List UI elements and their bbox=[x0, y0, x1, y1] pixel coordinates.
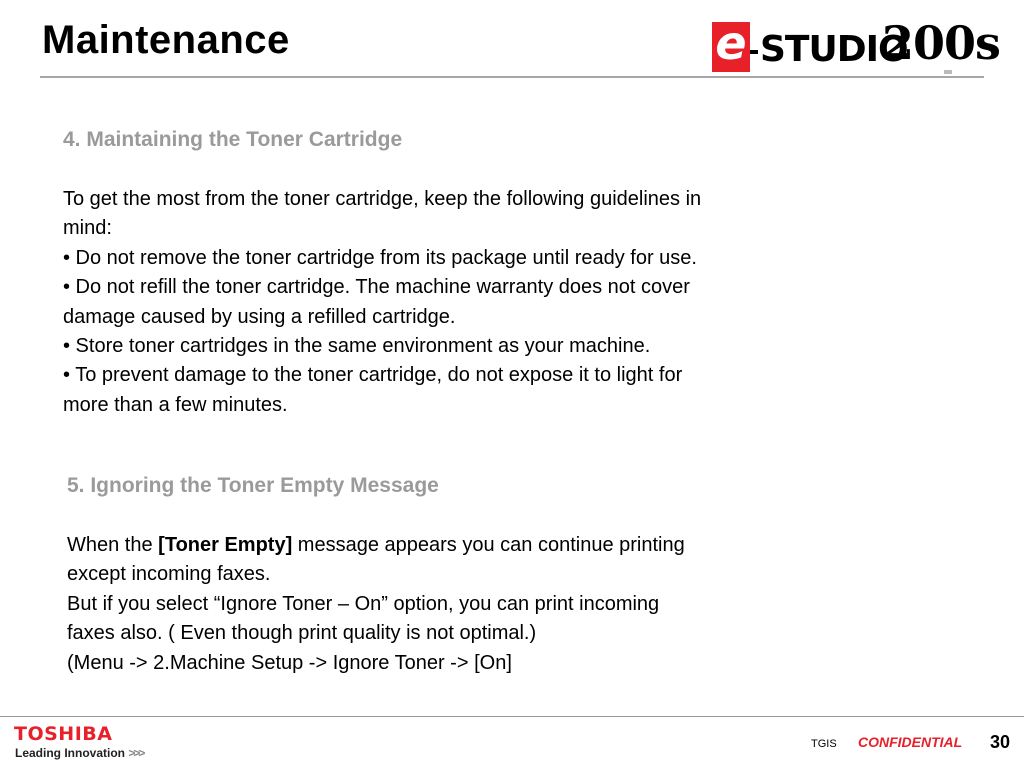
tagline bbox=[15, 746, 143, 760]
bullet-line: • To prevent damage to the toner cartridge, do not expose it to light for bbox=[63, 364, 683, 387]
text-run: message appears you can continue printing bbox=[292, 534, 685, 556]
body-line: To get the most from the toner cartridge, keep the following guidelines in bbox=[63, 188, 702, 210]
body-line: (Menu -> 2.Machine Setup -> Ignore Toner -> [On] bbox=[67, 651, 512, 674]
body-line: But if you select “Ignore Toner – On” option, you can print incoming bbox=[67, 592, 660, 615]
footer-divider bbox=[0, 716, 1024, 717]
logo-e-badge bbox=[712, 16, 750, 72]
logo-e-letter: e bbox=[715, 16, 747, 70]
bullet-line: • Do not remove the toner cartridge from its package until ready for use. bbox=[63, 246, 697, 269]
logo-hyphen bbox=[750, 50, 758, 54]
body-line: more than a few minutes. bbox=[63, 393, 288, 416]
estudio-logo bbox=[712, 12, 1000, 72]
chevrons-icon: >>> bbox=[128, 746, 144, 760]
logo-mark bbox=[944, 70, 952, 74]
section-body-toner-cartridge bbox=[63, 185, 701, 420]
toner-empty-label: [Toner Empty] bbox=[158, 534, 293, 556]
body-line: damage caused by using a refilled cartridge. bbox=[63, 305, 456, 328]
body-line bbox=[67, 531, 685, 560]
bullet-line: • Store toner cartridges in the same environment as your machine. bbox=[63, 335, 651, 358]
tagline-text: Leading Innovation bbox=[15, 746, 125, 760]
confidential-label: CONFIDENTIAL bbox=[858, 734, 963, 750]
page-title: Maintenance bbox=[42, 18, 290, 62]
logo-model: 200s bbox=[882, 16, 1000, 70]
section-heading-toner-empty: 5. Ignoring the Toner Empty Message bbox=[67, 474, 439, 497]
text-run: When the bbox=[67, 534, 159, 556]
page-number: 30 bbox=[990, 732, 1011, 752]
body-line: except incoming faxes. bbox=[67, 563, 271, 586]
section-body-toner-empty bbox=[67, 531, 685, 678]
header-divider bbox=[40, 76, 984, 78]
logo-word: STUDIO bbox=[760, 29, 908, 70]
body-line: mind: bbox=[63, 217, 112, 240]
bullet-line: • Do not refill the toner cartridge. The machine warranty does not cover bbox=[63, 276, 690, 299]
body-line: faxes also. ( Even though print quality is not optimal.) bbox=[67, 622, 537, 645]
tgis-label: TGIS bbox=[811, 738, 837, 750]
section-heading-toner-cartridge: 4. Maintaining the Toner Cartridge bbox=[63, 128, 403, 151]
toshiba-logo: TOSHIBA bbox=[14, 723, 113, 745]
